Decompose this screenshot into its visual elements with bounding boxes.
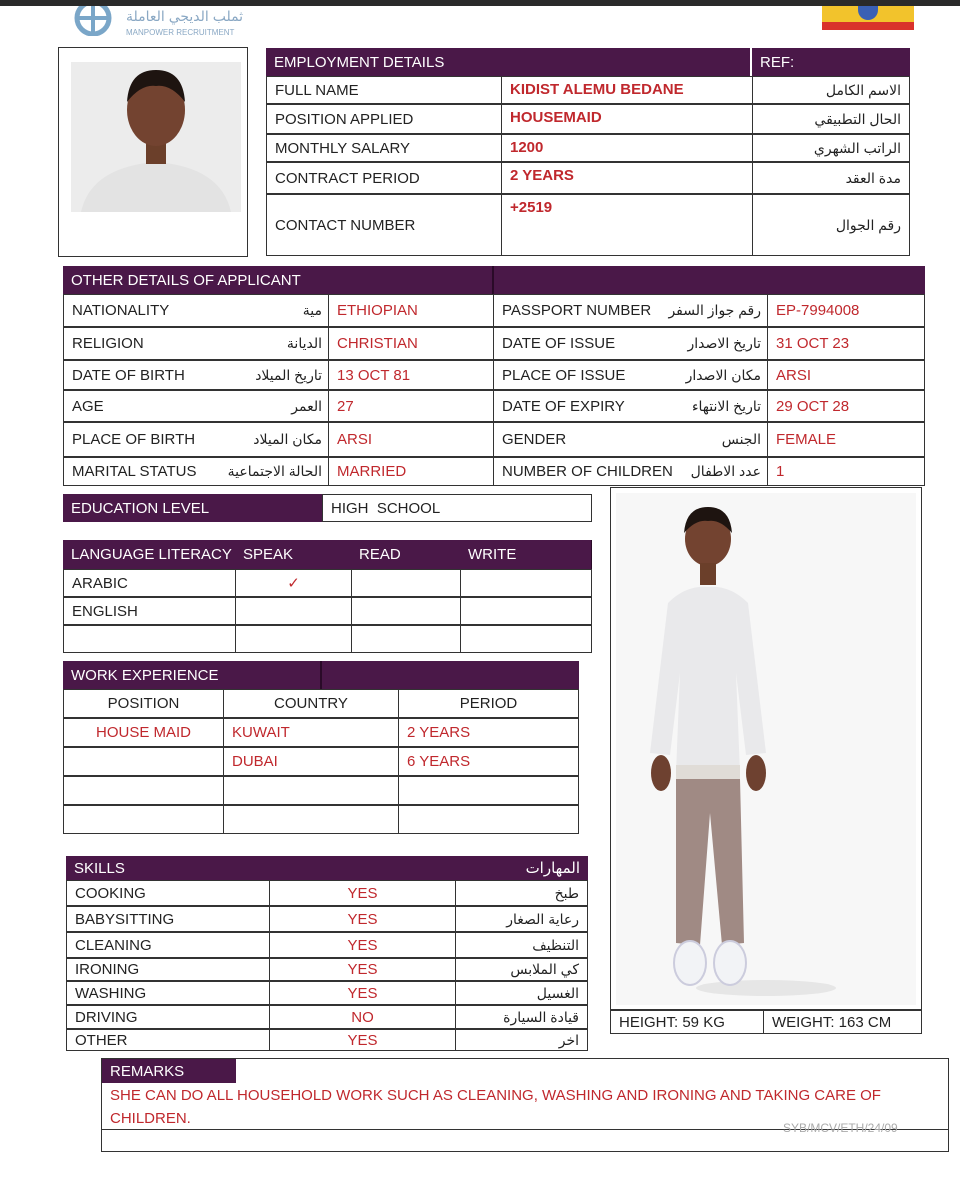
other-left-value <box>328 294 494 327</box>
other-left-arabic: الحالة الاجتماعية <box>227 463 322 479</box>
employment-value-text: +2519 <box>510 199 553 216</box>
skill-value <box>269 981 456 1005</box>
employment-value-text: KIDIST ALEMU BEDANE <box>510 81 684 98</box>
other-right-label <box>493 294 768 327</box>
other-right-label-text: DATE OF EXPIRY <box>502 397 625 415</box>
skill-name-text: IRONING <box>75 961 140 978</box>
skill-value-text: NO <box>351 1008 374 1026</box>
skill-arabic-text: التنظيف <box>532 936 579 953</box>
work-cell-text: HOUSE MAID <box>95 724 191 741</box>
work-header-cell-text: POSITION <box>107 695 180 712</box>
work-cell <box>63 805 224 834</box>
language-cell-text: ✓ <box>287 575 300 592</box>
employment-arabic <box>752 134 910 162</box>
height-text: HEIGHT: 59 KG <box>619 1013 725 1031</box>
work-cell-text: 6 YEARS <box>407 753 471 770</box>
skill-name <box>66 906 270 932</box>
employment-details-title: EMPLOYMENT DETAILS <box>274 53 445 71</box>
other-left-value-text: CHRISTIAN <box>337 335 418 352</box>
skill-arabic <box>455 981 588 1005</box>
skill-arabic <box>455 1029 588 1051</box>
employment-label <box>266 194 502 256</box>
employment-arabic-text: الحال التطبيقي <box>814 110 901 127</box>
work-experience-title: WORK EXPERIENCE <box>71 666 219 684</box>
employment-label <box>266 76 502 104</box>
other-right-value-text: EP-7994008 <box>776 302 860 319</box>
skill-arabic-text: طبخ <box>554 884 579 901</box>
other-left-label <box>63 390 329 422</box>
work-cell <box>398 747 579 776</box>
other-right-label <box>493 360 768 390</box>
skill-arabic-text: الغسيل <box>536 984 579 1001</box>
work-header-cell-text: COUNTRY <box>274 695 348 712</box>
other-right-label <box>493 390 768 422</box>
other-left-arabic: تاريخ الميلاد <box>255 366 322 383</box>
other-right-arabic: رقم جواز السفر <box>668 302 761 318</box>
language-cell <box>235 597 352 625</box>
skill-value <box>269 906 456 932</box>
other-right-value-text: 31 OCT 23 <box>776 335 850 352</box>
other-right-label <box>493 457 768 486</box>
other-right-value <box>767 457 925 486</box>
flag-image <box>822 6 914 30</box>
employment-label-text: CONTRACT PERIOD <box>275 169 420 187</box>
other-left-value <box>328 457 494 486</box>
other-left-arabic: العمر <box>291 397 322 414</box>
work-cell <box>223 718 399 747</box>
other-left-label-text: PLACE OF BIRTH <box>72 431 196 448</box>
skill-arabic <box>455 1005 588 1029</box>
employment-value-text: 1200 <box>510 139 544 156</box>
education-value-text: HIGH SCHOOL <box>331 499 441 517</box>
employment-label-text: CONTACT NUMBER <box>275 216 416 234</box>
other-right-value-text: ARSI <box>776 366 812 384</box>
skills-arabic-title: المهارات <box>525 859 580 877</box>
other-right-label-text: PASSPORT NUMBER <box>502 302 652 319</box>
other-left-label-text: NATIONALITY <box>72 302 170 319</box>
language-header-text: SPEAK <box>243 546 294 563</box>
logo-english-text: MANPOWER RECRUITMENT <box>126 28 235 37</box>
skill-name-text: WASHING <box>75 984 147 1002</box>
other-right-arabic: تاريخ الاصدار <box>687 335 761 351</box>
employment-value-text: HOUSEMAID <box>510 109 602 126</box>
portrait-photo-frame <box>58 47 248 257</box>
work-cell-text: 2 YEARS <box>407 724 471 741</box>
work-cell <box>63 718 224 747</box>
skill-value <box>269 1005 456 1029</box>
education-value <box>322 494 592 522</box>
skill-arabic-text: قيادة السيارة <box>503 1008 579 1025</box>
other-right-value <box>767 390 925 422</box>
full-body-photo-frame <box>610 487 922 1031</box>
logo-arabic-text: ثملب الديجي العاملة <box>126 8 244 24</box>
work-cell <box>63 776 224 805</box>
work-divider <box>320 661 322 689</box>
skill-arabic <box>455 958 588 981</box>
work-cell <box>223 805 399 834</box>
other-right-label-text: NUMBER OF CHILDREN <box>502 463 673 480</box>
weight-cell <box>763 1010 922 1034</box>
other-left-value-text: ARSI <box>337 431 373 448</box>
skill-name <box>66 1005 270 1029</box>
other-right-label-text: GENDER <box>502 431 567 448</box>
skill-arabic-text: اخر <box>558 1031 579 1048</box>
language-header-text: WRITE <box>468 546 517 563</box>
language-header-cell <box>235 540 352 569</box>
other-right-value <box>767 294 925 327</box>
other-left-label <box>63 294 329 327</box>
employment-arabic <box>752 162 910 194</box>
skill-name <box>66 1029 270 1051</box>
work-cell <box>398 805 579 834</box>
remarks-header <box>102 1059 236 1083</box>
language-header-cell <box>460 540 592 569</box>
language-cell <box>351 625 461 653</box>
language-header-cell <box>63 540 236 569</box>
employment-arabic <box>752 194 910 256</box>
language-header-cell <box>351 540 461 569</box>
other-right-arabic: مكان الاصدار <box>685 366 761 383</box>
work-header-cell <box>223 689 399 718</box>
other-left-value <box>328 390 494 422</box>
language-header-text: LANGUAGE LITERACY <box>71 546 232 563</box>
employment-value <box>501 194 753 256</box>
employment-value <box>501 104 753 134</box>
other-left-label-text: DATE OF BIRTH <box>72 366 185 384</box>
skill-name-text: CLEANING <box>75 936 152 954</box>
employment-value-text: 2 YEARS <box>510 167 574 184</box>
other-left-label <box>63 457 329 486</box>
employment-value <box>501 162 753 194</box>
other-right-value-text: 29 OCT 28 <box>776 397 850 415</box>
language-cell-text: ARABIC <box>72 574 128 592</box>
height-cell <box>610 1010 764 1034</box>
other-left-value <box>328 327 494 360</box>
ref-label: REF: <box>760 53 795 71</box>
skill-value-text: YES <box>347 884 378 902</box>
employment-arabic <box>752 104 910 134</box>
work-cell-text: DUBAI <box>232 753 278 770</box>
skill-name-text: DRIVING <box>75 1008 138 1026</box>
work-cell-text: KUWAIT <box>232 724 290 741</box>
other-left-label <box>63 327 329 360</box>
language-cell <box>63 597 236 625</box>
full-body-photo <box>616 493 916 1005</box>
skill-value-text: YES <box>347 961 378 978</box>
other-right-label <box>493 422 768 457</box>
company-logo <box>66 6 246 40</box>
skill-arabic <box>455 906 588 932</box>
skill-arabic-text: رعاية الصغار <box>506 910 579 927</box>
employment-value <box>501 76 753 104</box>
skills-title: SKILLS <box>74 859 125 877</box>
other-left-arabic: الديانة <box>286 335 322 351</box>
other-left-arabic: مكان الميلاد <box>253 431 322 447</box>
skill-name <box>66 932 270 958</box>
work-header-cell <box>398 689 579 718</box>
work-header-cell-text: PERIOD <box>459 695 518 712</box>
other-right-value <box>767 327 925 360</box>
other-left-label-text: RELIGION <box>72 335 144 352</box>
work-header-cell <box>63 689 224 718</box>
employment-label <box>266 104 502 134</box>
skill-value-text: YES <box>347 984 378 1002</box>
other-right-value-text: 1 <box>776 463 785 480</box>
skill-name <box>66 958 270 981</box>
other-left-value-text: ETHIOPIAN <box>337 302 418 319</box>
employment-label <box>266 162 502 194</box>
language-cell <box>63 625 236 653</box>
education-label-text: EDUCATION LEVEL <box>71 499 210 517</box>
other-left-label <box>63 360 329 390</box>
other-left-value-text: 27 <box>337 397 354 415</box>
skill-value <box>269 932 456 958</box>
language-cell <box>460 597 592 625</box>
skill-value <box>269 958 456 981</box>
other-left-label-text: MARITAL STATUS <box>72 463 197 480</box>
remarks-text: SHE CAN DO ALL HOUSEHOLD WORK SUCH AS CLEANING, WASHING AND IRONING AND TAKING CARE OF CHILDREN. <box>110 1087 881 1127</box>
other-details-title: OTHER DETAILS OF APPLICANT <box>71 271 301 289</box>
employment-label-text: MONTHLY SALARY <box>275 139 411 157</box>
language-cell <box>460 625 592 653</box>
other-left-label-text: AGE <box>72 397 104 415</box>
skill-arabic <box>455 880 588 906</box>
skill-value-text: YES <box>347 910 378 928</box>
employment-label-text: FULL NAME <box>275 81 359 99</box>
other-right-arabic: الجنس <box>721 431 761 447</box>
employment-label <box>266 134 502 162</box>
portrait-photo <box>71 62 241 212</box>
skill-name-text: OTHER <box>75 1031 128 1049</box>
other-divider <box>492 266 494 294</box>
work-cell <box>63 747 224 776</box>
other-details-header <box>63 266 925 294</box>
other-right-value <box>767 360 925 390</box>
other-left-arabic: مية <box>302 302 322 318</box>
employment-arabic-text: الراتب الشهري <box>813 139 901 156</box>
language-cell-text: ENGLISH <box>72 602 138 620</box>
skill-arabic <box>455 932 588 958</box>
remarks-title: REMARKS <box>110 1062 185 1080</box>
employment-value <box>501 134 753 162</box>
education-label <box>63 494 323 522</box>
skill-value <box>269 1029 456 1051</box>
language-cell <box>235 569 352 597</box>
other-right-arabic: تاريخ الانتهاء <box>691 397 761 414</box>
skill-arabic-text: كي الملابس <box>510 961 579 977</box>
employment-arabic-text: رقم الجوال <box>835 216 901 233</box>
other-right-arabic: عدد الاطفال <box>690 463 761 479</box>
weight-text: WEIGHT: 163 CM <box>772 1013 892 1031</box>
language-cell <box>351 569 461 597</box>
skills-header <box>66 856 588 880</box>
employment-arabic-text: مدة العقد <box>845 169 901 186</box>
skill-name-text: BABYSITTING <box>75 910 175 928</box>
other-left-value <box>328 360 494 390</box>
other-right-label-text: DATE OF ISSUE <box>502 335 616 352</box>
skill-value-text: YES <box>347 1031 378 1049</box>
language-header-text: READ <box>359 546 401 563</box>
other-left-value-text: MARRIED <box>337 463 407 480</box>
language-cell <box>460 569 592 597</box>
skill-name <box>66 981 270 1005</box>
reference-code: SYB/MCV/ETH/24/09 <box>783 1121 898 1135</box>
employment-arabic <box>752 76 910 104</box>
ref-header <box>752 48 910 76</box>
other-right-value <box>767 422 925 457</box>
skill-value <box>269 880 456 906</box>
work-cell <box>223 747 399 776</box>
employment-label-text: POSITION APPLIED <box>275 110 414 128</box>
employment-arabic-text: الاسم الكامل <box>825 81 901 98</box>
work-cell <box>398 776 579 805</box>
other-right-label <box>493 327 768 360</box>
skill-name-text: COOKING <box>75 884 146 902</box>
skill-value-text: YES <box>347 936 378 954</box>
employment-details-header <box>266 48 750 76</box>
globe-logo-icon <box>66 6 120 36</box>
other-right-label-text: PLACE OF ISSUE <box>502 366 626 384</box>
language-cell <box>63 569 236 597</box>
skill-name <box>66 880 270 906</box>
work-cell <box>398 718 579 747</box>
other-left-value <box>328 422 494 457</box>
language-cell <box>351 597 461 625</box>
other-right-value-text: FEMALE <box>776 431 837 448</box>
other-left-label <box>63 422 329 457</box>
language-cell <box>235 625 352 653</box>
other-left-value-text: 13 OCT 81 <box>337 366 411 384</box>
work-cell <box>223 776 399 805</box>
